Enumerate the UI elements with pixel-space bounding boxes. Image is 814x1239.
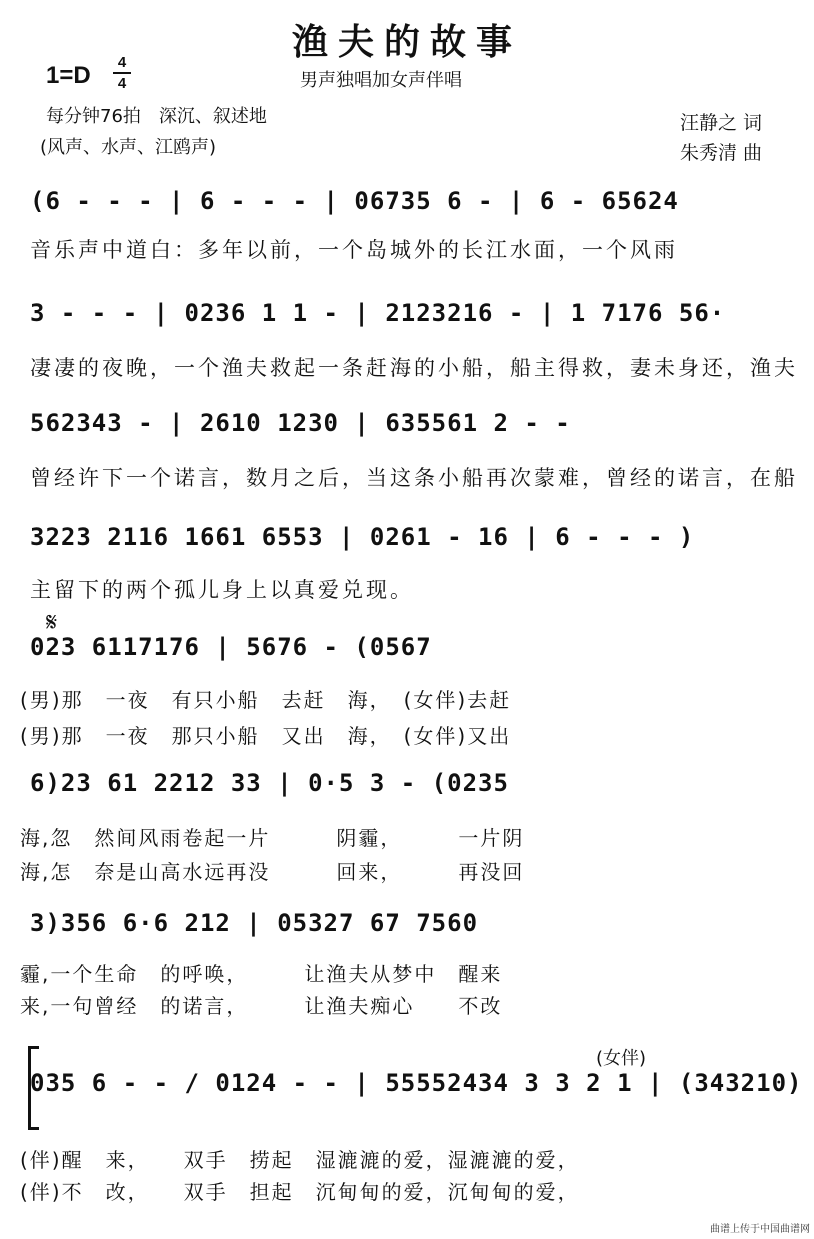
lyric-verse1-line1: (男)那 一夜 有只小船 去赶 海， (女伴)去赶 <box>20 688 512 712</box>
composer-credit: 朱秀清 曲 <box>680 142 763 164</box>
lyricist-credit: 汪静之 词 <box>680 112 763 134</box>
lyric-verse1-line2: 海,忽 然间风雨卷起一片 阴霾， 一片阴 <box>20 826 525 850</box>
lyric-verse2-line1: (男)那 一夜 那只小船 又出 海， (女伴)又出 <box>20 724 512 748</box>
narration-line-3: 曾经许下一个诺言，数月之后，当这条小船再次蒙难，曾经的诺言，在船 <box>30 466 798 490</box>
time-sig-top: 4 <box>117 54 127 71</box>
lyric-verse2-line2: 海,怎 奈是山高水远再没 回来， 再没回 <box>20 860 525 884</box>
music-line-2: 3 - - - | 0236 1 1 - | 2123216 - | 1 7176 56· <box>30 299 726 327</box>
music-line-4: 3223 2116 1661 6553 | 0261 - 16 | 6 - - - ) <box>30 523 695 551</box>
page-title: 渔夫的故事 <box>291 21 522 63</box>
narration-line-1: 音乐声中道白：多年以前，一个岛城外的长江水面，一个风雨 <box>30 238 678 262</box>
key-signature: 1=D <box>46 62 91 89</box>
time-sig-bottom: 4 <box>117 75 127 92</box>
narration-line-4: 主留下的两个孤儿身上以真爱兑现。 <box>30 578 414 602</box>
segno-sign: 𝄋 <box>46 608 58 638</box>
tempo-marking: 每分钟76拍 深沉、叙述地 <box>46 106 267 127</box>
music-line-3: 562343 - | 2610 1230 | 635561 2 - - <box>30 409 571 437</box>
watermark-footer: 曲谱上传于中国曲谱网 <box>710 1224 810 1235</box>
music-line-6: 6)23 61 2212 33 | 0·5 3 - (0235 <box>30 769 509 797</box>
music-line-7: 3)356 6·6 212 | 05327 67 7560 <box>30 909 479 937</box>
lyric-verse2-line3: 来,一句曾经 的诺言， 让渔夫痴心 不改 <box>20 994 503 1018</box>
music-line-5: 023 6117176 | 5676 - (0567 <box>30 633 432 661</box>
female-chorus-label: (女伴) <box>596 1048 647 1069</box>
time-signature <box>113 54 131 92</box>
lyric-verse1-line4: (伴)醒 来， 双手 捞起 湿漉漉的爱，湿漉漉的爱， <box>20 1148 580 1172</box>
lyric-verse2-line4: (伴)不 改， 双手 担起 沉甸甸的爱，沉甸甸的爱， <box>20 1180 580 1204</box>
lyric-verse1-line3: 霾,一个生命 的呼唤， 让渔夫从梦中 醒来 <box>20 962 503 986</box>
music-line-8: 035 6 - - / 0124 - - | 55552434 3 3 2 1 | (343210) <box>30 1069 803 1097</box>
subtitle: 男声独唱加女声伴唱 <box>300 70 462 91</box>
sound-effects-note: (风声、水声、江鸥声) <box>40 137 217 158</box>
music-line-1: (6 - - - | 6 - - - | 06735 6 - | 6 - 65624 <box>30 187 679 215</box>
narration-line-2: 凄凄的夜晚，一个渔夫救起一条赶海的小船，船主得救，妻未身还，渔夫 <box>30 356 798 380</box>
